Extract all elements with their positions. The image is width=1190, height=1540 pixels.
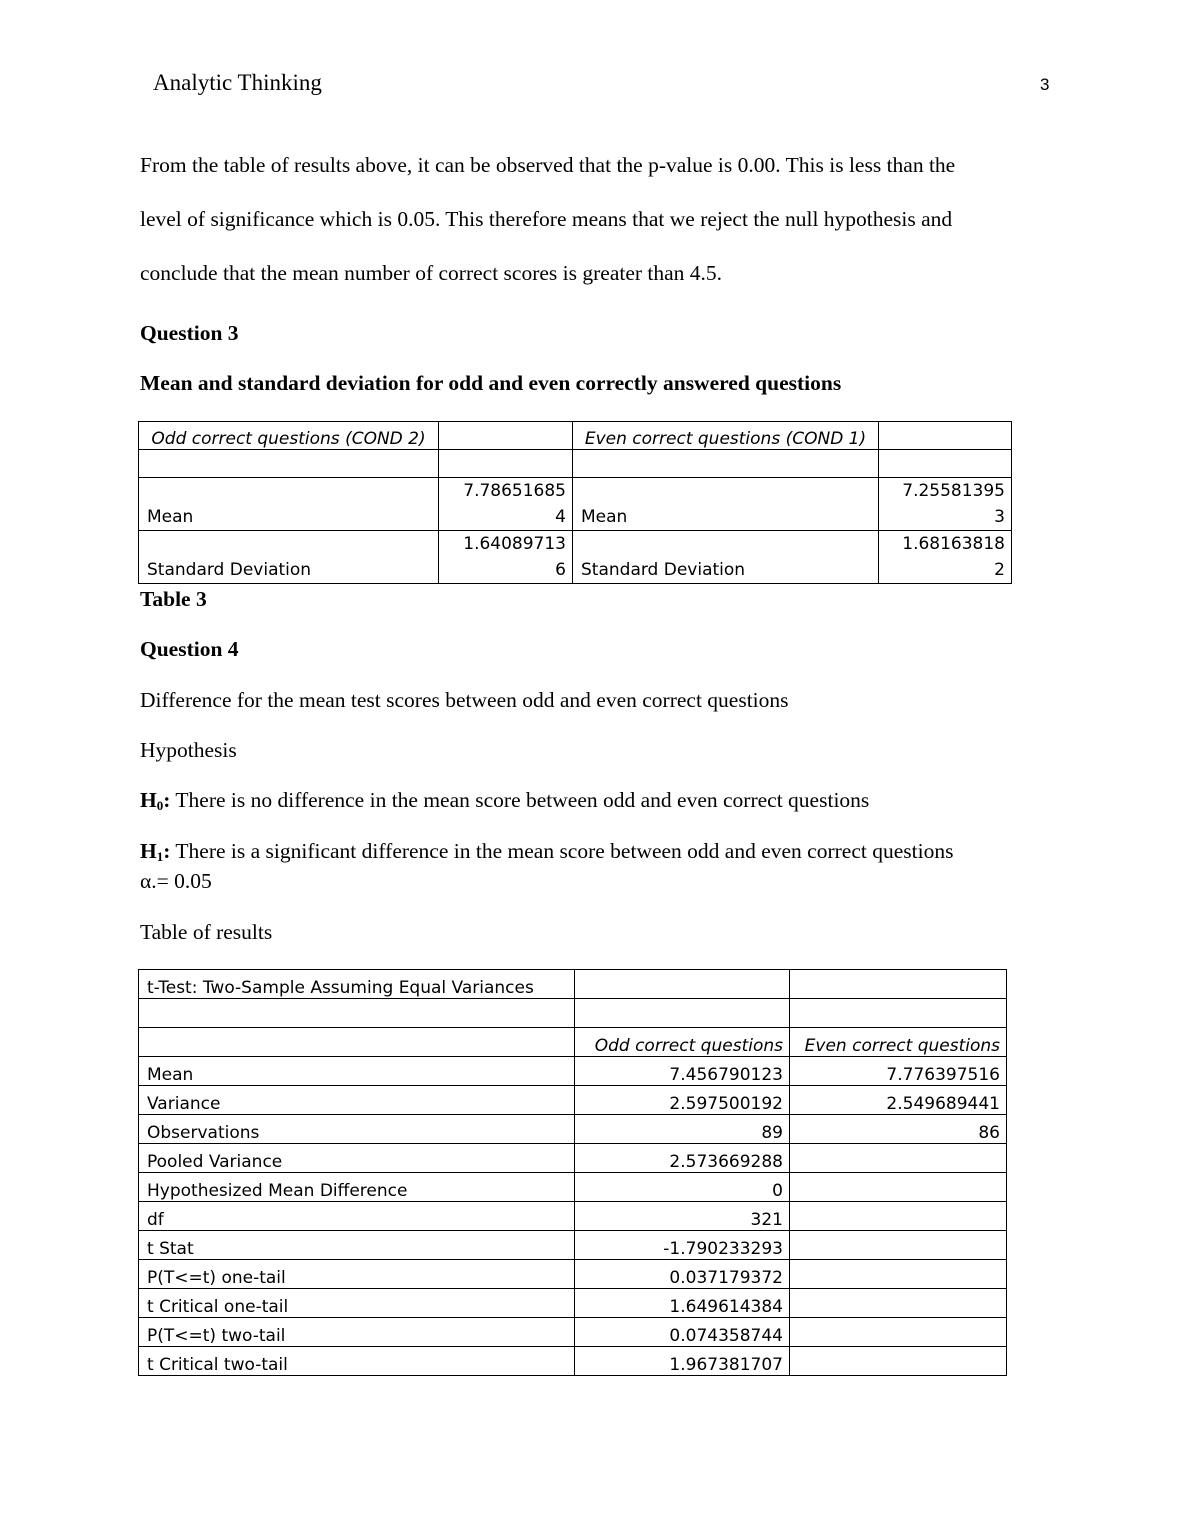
table-row	[139, 1057, 1007, 1086]
table-cell-even	[790, 1173, 1007, 1202]
table-cell	[573, 450, 879, 478]
table-header-row	[139, 422, 1012, 450]
question3-subheading: Mean and standard deviation for odd and even correctly answered questions	[140, 371, 842, 395]
page-number: 3	[1040, 75, 1050, 94]
table-cell-odd: 89	[575, 1115, 790, 1144]
table-cell-label: Standard Deviation	[139, 531, 439, 584]
table-cell-label: P(T<=t) two-tail	[139, 1318, 575, 1347]
table-header-cell	[139, 1028, 575, 1057]
table-cell-label: Pooled Variance	[139, 1144, 575, 1173]
table-cell	[575, 999, 790, 1028]
table3-caption: Table 3	[140, 587, 207, 611]
table-cell-odd: 0.037179372	[575, 1260, 790, 1289]
table-header-cell: Even correct questions	[790, 1028, 1007, 1057]
table-cell-label: Variance	[139, 1086, 575, 1115]
table-cell-even	[790, 1202, 1007, 1231]
table-header-cell: Odd correct questions (COND 2)	[139, 422, 439, 450]
table-cell-value: 1.64089713 6	[439, 531, 573, 584]
table-title-row	[139, 970, 1007, 999]
table-cell-odd: 0.074358744	[575, 1318, 790, 1347]
table-cell-odd: 1.967381707	[575, 1347, 790, 1376]
table-cell-label: P(T<=t) one-tail	[139, 1260, 575, 1289]
table-header-cell: Odd correct questions	[575, 1028, 790, 1057]
table-cell-odd: 7.456790123	[575, 1057, 790, 1086]
table-header-cell	[439, 422, 573, 450]
table-row	[139, 1115, 1007, 1144]
table-row-empty	[139, 999, 1007, 1028]
table-cell	[139, 450, 439, 478]
intro-line: From the table of results above, it can be observed that the p-value is 0.00. This is less than the	[140, 153, 956, 177]
table-row	[139, 1202, 1007, 1231]
table-cell	[575, 970, 790, 999]
table-cell-even	[790, 1231, 1007, 1260]
table-cell-label: t Stat	[139, 1231, 575, 1260]
table-cell-even	[790, 1347, 1007, 1376]
question4-heading: Question 4	[140, 637, 239, 661]
table-cell	[790, 999, 1007, 1028]
table-row	[139, 1318, 1007, 1347]
table-cell-label: t Critical two-tail	[139, 1347, 575, 1376]
table-cell-label: Mean	[139, 478, 439, 531]
table-cell-even: 7.776397516	[790, 1057, 1007, 1086]
table-header-cell: Even correct questions (COND 1)	[573, 422, 879, 450]
table-cell-even: 86	[790, 1115, 1007, 1144]
table-row	[139, 478, 1012, 531]
intro-line: level of significance which is 0.05. This therefore means that we reject the null hypothesis and	[140, 207, 953, 231]
table-row-empty	[139, 450, 1012, 478]
table-cell-odd: 0	[575, 1173, 790, 1202]
hypothesis-label: Hypothesis	[140, 738, 237, 762]
table-cell	[879, 450, 1012, 478]
table-cell-even	[790, 1318, 1007, 1347]
table-row	[139, 1260, 1007, 1289]
table-cell	[790, 970, 1007, 999]
table-cell-even	[790, 1144, 1007, 1173]
table-header-cell	[879, 422, 1012, 450]
mean-sd-table	[138, 421, 1012, 584]
intro-line: conclude that the mean number of correct scores is greater than 4.5.	[140, 261, 723, 285]
table-cell-label: Standard Deviation	[573, 531, 879, 584]
null-hypothesis: $H_0$: There is no difference in the mean score between odd and even correct questions	[140, 788, 870, 813]
alternative-hypothesis: $H_1$: There is a significant difference in the mean score between odd and even correct questions	[140, 839, 954, 864]
table-cell-even	[790, 1260, 1007, 1289]
table-cell-odd: 2.597500192	[575, 1086, 790, 1115]
intro-paragraph	[140, 138, 1060, 300]
running-header-title: Analytic Thinking	[153, 70, 322, 95]
question4-description: Difference for the mean test scores between odd and even correct questions	[140, 688, 789, 712]
table-cell	[439, 450, 573, 478]
table-header-row	[139, 1028, 1007, 1057]
table-row	[139, 1231, 1007, 1260]
table-cell-odd: -1.790233293	[575, 1231, 790, 1260]
table-row	[139, 531, 1012, 584]
table-of-results-label: Table of results	[140, 920, 273, 944]
table-cell-even	[790, 1289, 1007, 1318]
table-cell-label: df	[139, 1202, 575, 1231]
t-test-table	[138, 969, 1007, 1376]
table-title-cell: t-Test: Two-Sample Assuming Equal Variances	[139, 970, 575, 999]
table-row	[139, 1173, 1007, 1202]
table-cell-label: Hypothesized Mean Difference	[139, 1173, 575, 1202]
table-cell-even: 2.549689441	[790, 1086, 1007, 1115]
table-cell-value: 7.78651685 4	[439, 478, 573, 531]
table-cell-label: t Critical one-tail	[139, 1289, 575, 1318]
table-cell-odd: 2.573669288	[575, 1144, 790, 1173]
table-cell-value: 7.25581395 3	[879, 478, 1012, 531]
table-cell-odd: 321	[575, 1202, 790, 1231]
alpha-level: α.= 0.05	[140, 869, 212, 893]
table-row	[139, 1347, 1007, 1376]
table-cell-odd: 1.649614384	[575, 1289, 790, 1318]
table-cell-label: Observations	[139, 1115, 575, 1144]
table-cell-label: Mean	[139, 1057, 575, 1086]
table-row	[139, 1289, 1007, 1318]
table-cell-label: Mean	[573, 478, 879, 531]
question3-heading: Question 3	[140, 321, 239, 345]
table-row	[139, 1086, 1007, 1115]
table-row	[139, 1144, 1007, 1173]
table-cell	[139, 999, 575, 1028]
table-cell-value: 1.68163818 2	[879, 531, 1012, 584]
